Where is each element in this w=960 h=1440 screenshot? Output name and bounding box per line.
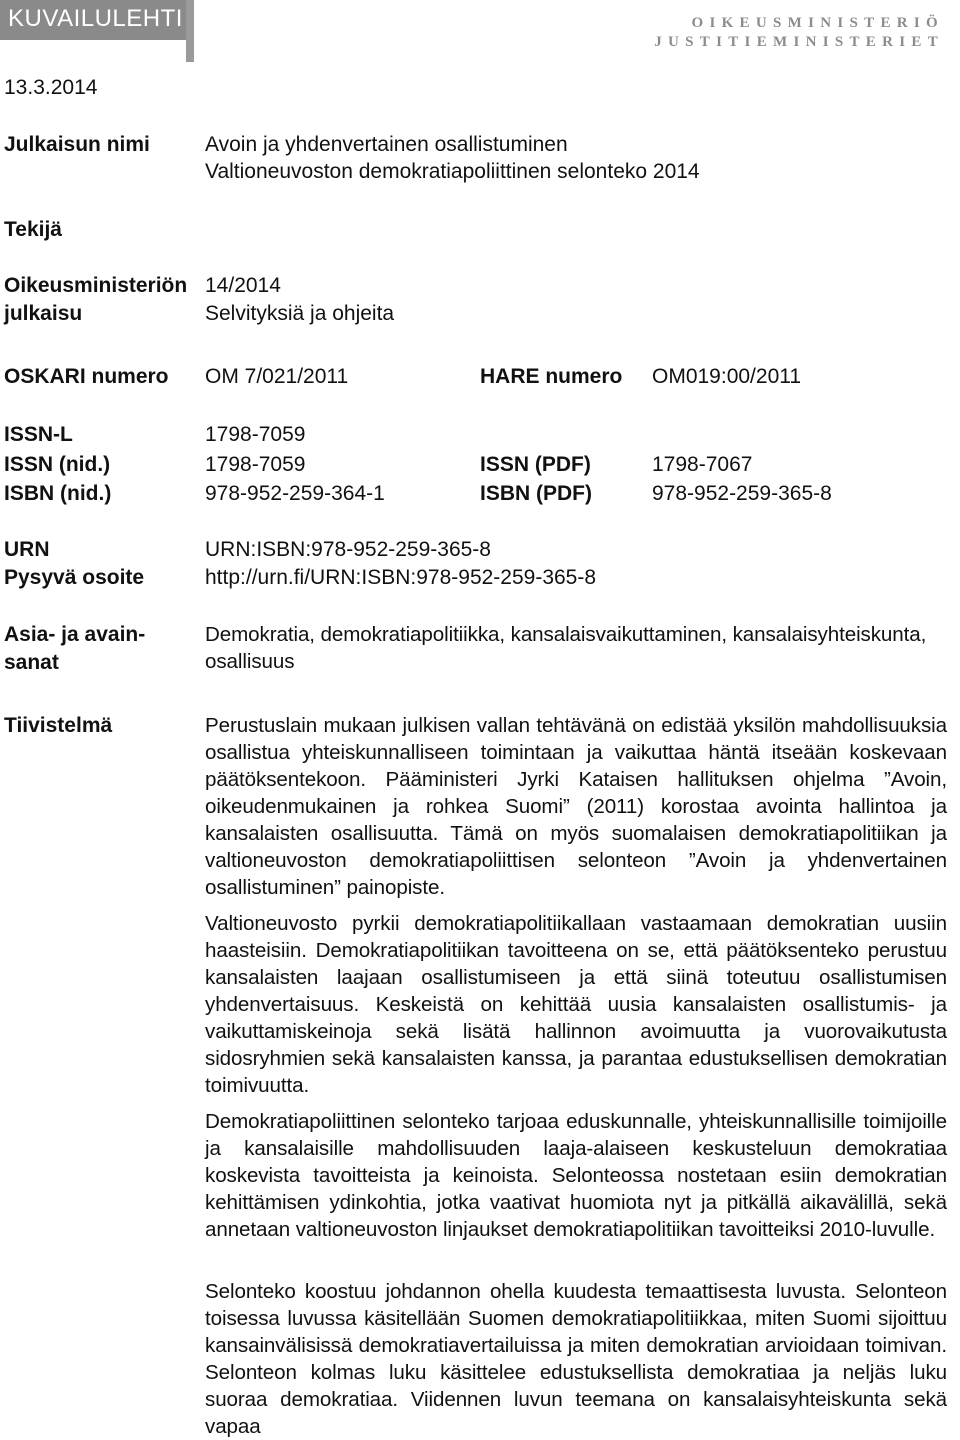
oskari-value: OM 7/021/2011 xyxy=(205,365,349,388)
oskari-label: OSKARI numero xyxy=(4,365,169,388)
publication-name-label: Julkaisun nimi xyxy=(4,133,150,156)
issn-print-label: ISSN (nid.) xyxy=(4,453,111,476)
publication-name-line2: Valtioneuvoston demokratiapoliittinen selonteko 2014 xyxy=(205,160,700,183)
document-type-title: KUVAILULEHTI xyxy=(0,0,186,40)
permanent-address-link[interactable]: http://urn.fi/URN:ISBN:978-952-259-365-8 xyxy=(205,566,597,589)
keywords-label-line2: sanat xyxy=(4,651,59,674)
isbn-print-label: ISBN (nid.) xyxy=(4,482,112,505)
hare-value: OM019:00/2011 xyxy=(652,365,802,388)
issn-l-label: ISSN-L xyxy=(4,423,73,446)
series-name: Selvityksiä ja ohjeita xyxy=(205,302,395,325)
author-label: Tekijä xyxy=(4,218,62,241)
isbn-print-value: 978-952-259-364-1 xyxy=(205,482,385,505)
abstract-paragraph-2: Valtioneuvosto pyrkii demokratiapolitiikallaan vastaamaan demokratian uusiin haasteisiin. Demokratiapolitiikan tavoitteena on se, että päätöksenteko perustuu kansalaisten laajaan osallistumiseen ja että siinä toteutuu osallistumisen yhdenvertaisuus. Keskeistä on kehittää uusia kansalaisten osallistumis- ja vaikuttamiskeinoja sekä lisätä hallinnon avoimuutta ja vuorovaikutusta sidosryhmien sekä kansalaisten kanssa, ja parantaa edustuksellisen demokratian toimivuutta. xyxy=(205,912,947,1097)
issn-print-value: 1798-7059 xyxy=(205,453,306,476)
series-label-line1: Oikeusministeriön xyxy=(4,274,188,297)
abstract-label: Tiivistelmä xyxy=(4,714,113,737)
issn-pdf-label: ISSN (PDF) xyxy=(480,453,591,476)
document-date: 13.3.2014 xyxy=(4,76,98,99)
series-label-line2: julkaisu xyxy=(4,302,83,325)
keywords-value: Demokratia, demokratiapolitiikka, kansalaisvaikuttaminen, kansalaisyhteiskunta, osallisuus xyxy=(205,623,927,673)
isbn-pdf-label: ISBN (PDF) xyxy=(480,482,592,505)
publication-name-line1: Avoin ja yhdenvertainen osallistuminen xyxy=(205,133,568,156)
urn-label: URN xyxy=(4,538,50,561)
ministry-logo xyxy=(654,14,944,52)
permanent-address-label: Pysyvä osoite xyxy=(4,566,145,589)
abstract-paragraph-1: Perustuslain mukaan julkisen vallan tehtävänä on edistää yksilön mahdollisuuksia osallistua yhteiskunnalliseen toimintaan ja vaikuttaa häntä itseään koskevaan päätöksentekoon. Pääministeri Jyrki Kataisen hallituksen ohjelma ”Avoin, oikeudenmukainen ja rohkea Suomi” (2011) korostaa avointa hallintoa ja kansalaisten osallisuutta. Tämä on myös suomalaisen demokratiapolitiikan ja valtioneuvoston demokratiapoliittisen selonteon ”Avoin ja yhdenvertainen osallistuminen” painopiste. xyxy=(205,714,947,899)
abstract-paragraph-3: Demokratiapoliittinen selonteko tarjoaa eduskunnalle, yhteiskunnallisille toimijoille ja kansalaisille mahdollisuuden laaja-alaiseen keskusteluun demokratiaa koskevista tavoitteista ja keinoista. Selonteossa nostetaan esiin demokratian kehittämisen ydinkohtia, jotka vaativat huomiota nyt ja pitkällä aikavälillä, sekä annetaan valtioneuvoston linjaukset demokratiapolitiikan tavoitteiksi 2010-luvulle. xyxy=(205,1110,947,1241)
ministry-name-finnish: OIKEUSMINISTERIÖ xyxy=(691,15,944,31)
urn-value: URN:ISBN:978-952-259-365-8 xyxy=(205,538,491,561)
keywords-label-line1: Asia- ja avain- xyxy=(4,623,146,646)
abstract-paragraph-4: Selonteko koostuu johdannon ohella kuudesta temaattisesta luvusta. Selonteon toisessa luvussa käsitellään Suomen demokratiapolitiikkaa, miten Suomi sijoittuu kansainvälisissä demokratiavertailuissa ja miten demokratian arvioidaan toimivan. Selonteon kolmas luku käsittelee edustuksellista demokratiaa ja neljäs luku suoraa demokratiaa. Viidennen luvun teemana on kansalaisyhteiskunta sekä vapaa xyxy=(205,1280,947,1438)
issn-pdf-value: 1798-7067 xyxy=(652,453,753,476)
hare-label: HARE numero xyxy=(480,365,623,388)
issn-l-value: 1798-7059 xyxy=(205,423,306,446)
header-divider xyxy=(186,0,194,62)
ministry-name-swedish: JUSTITIEMINISTERIET xyxy=(654,34,944,50)
isbn-pdf-value: 978-952-259-365-8 xyxy=(652,482,832,505)
series-number: 14/2014 xyxy=(205,274,281,297)
